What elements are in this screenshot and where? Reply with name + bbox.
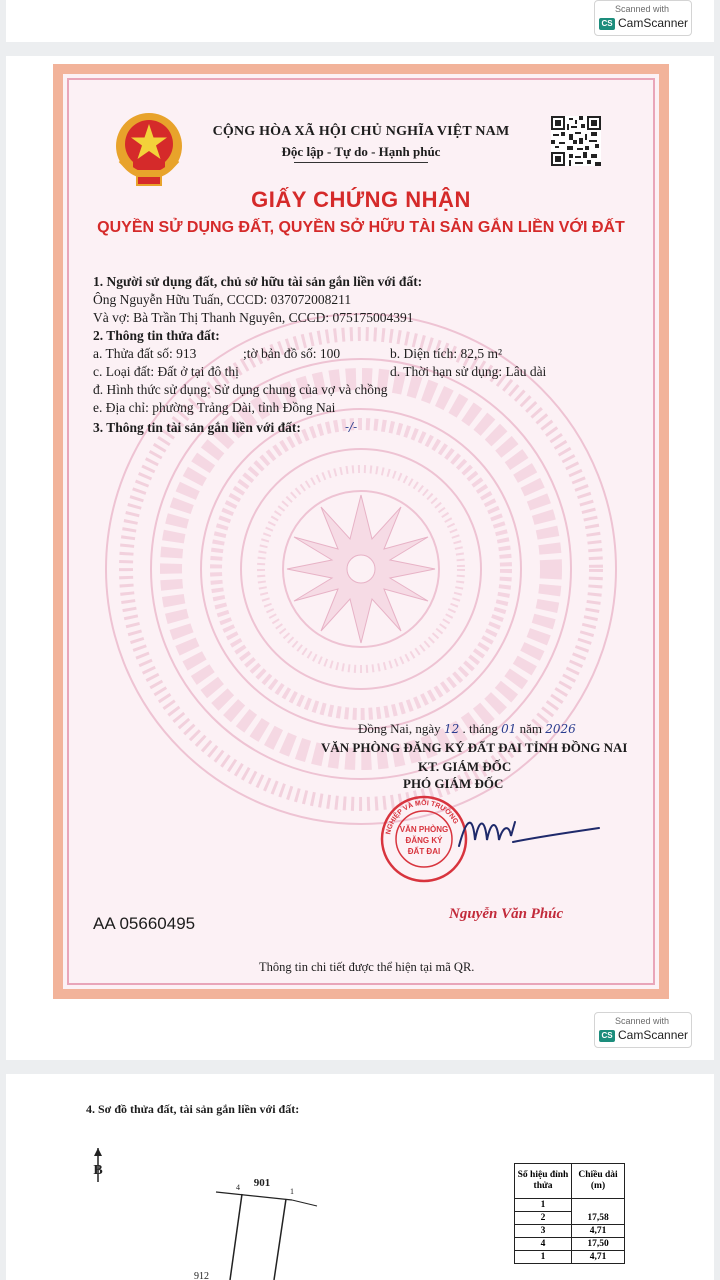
- section3-heading: 3. Thông tin tài sản gắn liền với đất:: [93, 420, 301, 435]
- certificate-subtitle: QUYỀN SỬ DỤNG ĐẤT, QUYỀN SỞ HỮU TÀI SẢN GẮN LIỀN VỚI ĐẤT: [97, 219, 625, 236]
- table-header-vertex: Số hiệu đỉnh thửa: [515, 1164, 572, 1199]
- table-row: [515, 1225, 625, 1238]
- signer-name: Nguyễn Văn Phúc: [449, 906, 564, 922]
- label-parcel-912: 912: [194, 1271, 209, 1280]
- label-vertex-1: 1: [290, 1187, 294, 1196]
- usage-form: đ. Hình thức sử dụng: Sử dụng chung của vợ và chồng: [93, 382, 388, 397]
- nation-name: CỘNG HÒA XÃ HỘI CHỦ NGHĨA VIỆT NAM: [212, 124, 510, 139]
- parcel-address: e. Địa chỉ: phường Trảng Dài, tỉnh Đồng Nai: [93, 400, 336, 415]
- watermark-scanned-text: Scanned with: [615, 4, 670, 14]
- vertex-length-table: [514, 1163, 625, 1264]
- usage-duration: d. Thời hạn sử dụng: Lâu dài: [390, 364, 547, 379]
- stamp-ring-text: NGHIỆP VÀ MÔI TRƯỜNG: [385, 799, 460, 836]
- issue-day: 12: [443, 722, 460, 736]
- national-motto: Độc lập - Tự do - Hạnh phúc: [281, 144, 441, 159]
- parcel-sketch: [192, 1170, 332, 1280]
- stamp-text-line1: VĂN PHÒNG: [399, 825, 449, 834]
- scanned-page-diagram: [6, 1074, 714, 1280]
- issue-year-label: năm: [519, 721, 543, 736]
- vertex-cell: 4: [515, 1238, 572, 1251]
- land-use-certificate: [53, 64, 669, 999]
- north-label: B: [93, 1163, 103, 1178]
- issuing-office: VĂN PHÒNG ĐĂNG KÝ ĐẤT ĐAI TỈNH ĐỒNG NAI: [321, 740, 628, 755]
- parcel-area: b. Diện tích: 82,5 m²: [390, 346, 503, 361]
- table-header-length: Chiều dài (m): [572, 1164, 625, 1199]
- signer-role-deputy: PHÓ GIÁM ĐỐC: [403, 776, 504, 791]
- watermark-app-name: CamScanner: [618, 16, 689, 30]
- scanned-page-certificate: [6, 56, 714, 1060]
- camscanner-logo-icon: CS: [599, 1030, 615, 1042]
- land-type: c. Loại đất: Đất ở tại đô thị: [93, 364, 239, 379]
- watermark-scanned-text: Scanned with: [615, 1016, 670, 1026]
- vertex-cell: 2: [515, 1212, 572, 1225]
- signer-role-primary: KT. GIÁM ĐỐC: [418, 759, 512, 774]
- issue-date-prefix: Đồng Nai, ngày: [358, 721, 441, 736]
- vertex-cell: 1: [515, 1199, 572, 1212]
- qr-code-note: Thông tin chi tiết được thể hiện tại mã QR.: [259, 960, 475, 974]
- section1-heading: 1. Người sử dụng đất, chủ sở hữu tài sản gắn liền với đất:: [93, 274, 423, 289]
- camscanner-logo-icon: CS: [599, 18, 615, 30]
- table-row: [515, 1238, 625, 1251]
- label-vertex-4: 4: [236, 1183, 240, 1192]
- issue-month: 01: [501, 722, 517, 736]
- certificate-title: GIẤY CHỨNG NHẬN: [251, 187, 471, 212]
- issue-date: [358, 721, 576, 737]
- watermark-app-name: CamScanner: [618, 1028, 689, 1042]
- issue-year: 2026: [545, 722, 576, 736]
- camscanner-watermark: [594, 1012, 692, 1048]
- issue-month-label: . tháng: [462, 721, 498, 736]
- length-cell: 4,71: [572, 1225, 625, 1238]
- owner-line: Ông Nguyễn Hữu Tuấn, CCCD: 037072008211: [93, 292, 352, 307]
- length-cell: 17,58: [572, 1199, 625, 1225]
- camscanner-watermark: [594, 0, 692, 36]
- scanned-page-previous: [6, 0, 714, 42]
- map-sheet-number: ;tờ bản đồ số: 100: [243, 346, 341, 361]
- label-parcel-901: 901: [253, 1177, 271, 1189]
- section3-value: -/-: [345, 420, 358, 434]
- north-arrow-icon: [88, 1148, 108, 1182]
- section2-heading: 2. Thông tin thửa đất:: [93, 328, 220, 343]
- vertex-cell: 1: [515, 1251, 572, 1264]
- vertex-cell: 3: [515, 1225, 572, 1238]
- handwritten-signature-icon: [453, 806, 603, 861]
- motto-underline: [294, 162, 428, 163]
- length-cell: 4,71: [572, 1251, 625, 1264]
- length-cell: 17,50: [572, 1238, 625, 1251]
- spouse-line: Và vợ: Bà Trần Thị Thanh Nguyên, CCCD: 075175004391: [93, 310, 414, 325]
- table-row: [515, 1199, 625, 1212]
- section4-heading: 4. Sơ đồ thửa đất, tài sản gắn liền với đất:: [86, 1102, 300, 1116]
- table-row: [515, 1251, 625, 1264]
- parcel-number: a. Thửa đất số: 913: [93, 346, 197, 361]
- certificate-serial-number: AA 05660495: [93, 914, 196, 933]
- stamp-text-line3: ĐẤT ĐAI: [407, 847, 441, 856]
- stamp-text-line2: ĐĂNG KÝ: [405, 836, 443, 845]
